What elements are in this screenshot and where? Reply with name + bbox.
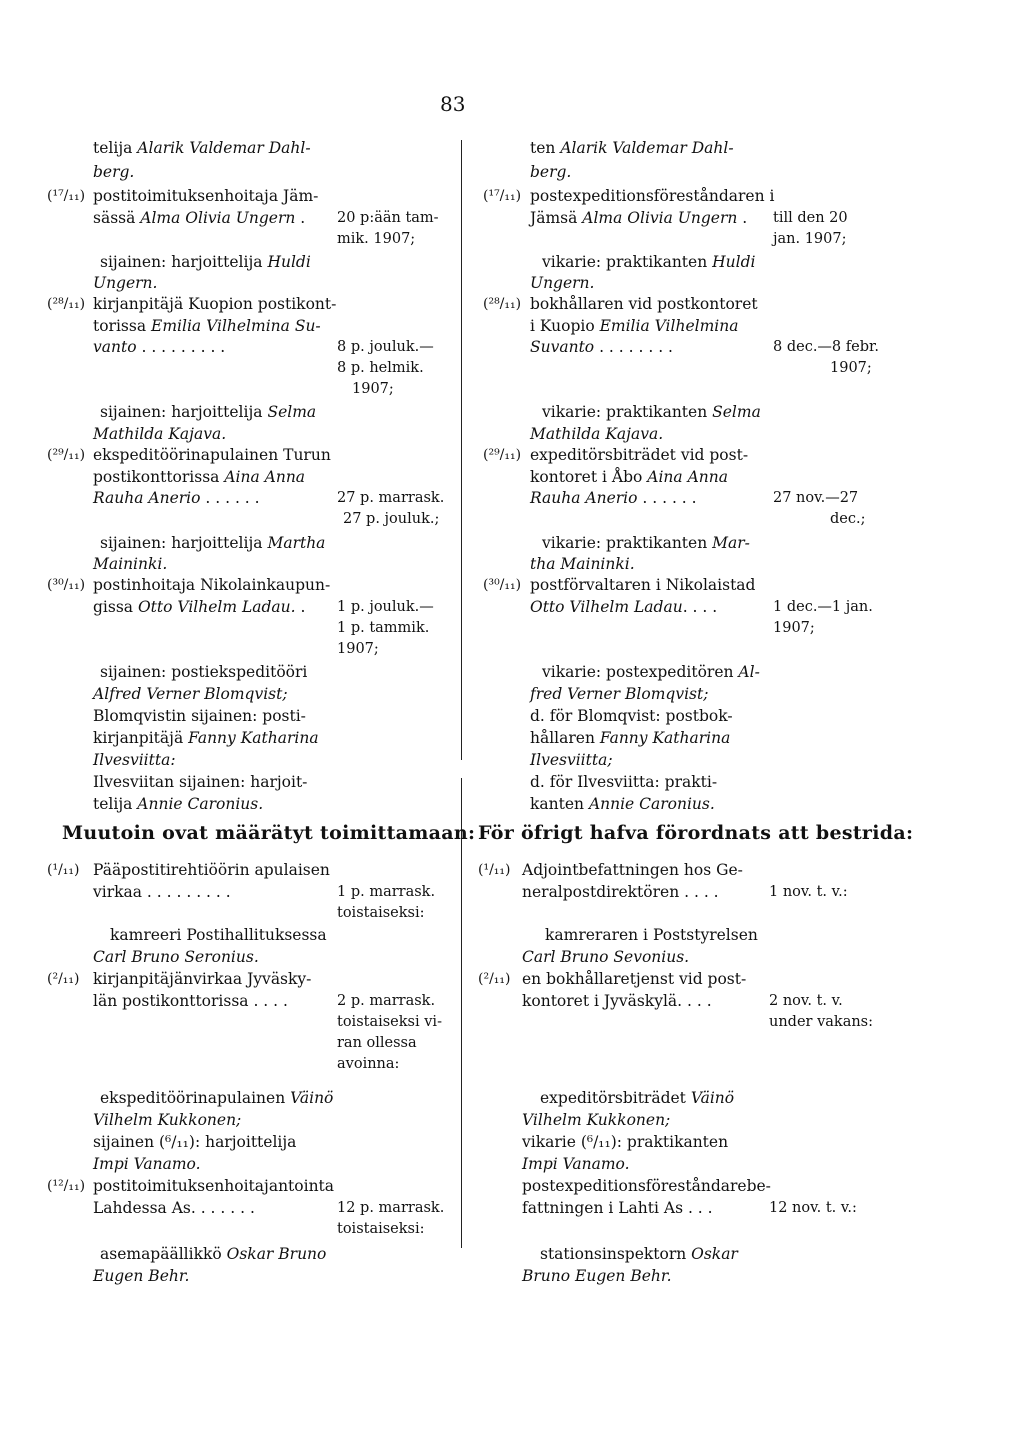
date-note: 8 p. jouluk.— (337, 339, 434, 355)
fi-text-line: Eugen Behr. (93, 1267, 190, 1285)
date-note: 2 nov. t. v. (769, 993, 843, 1009)
fi-text-line: Alfred Verner Blomqvist; (93, 685, 288, 703)
sv-text-line: fattningen i Lahti As . . . (522, 1199, 713, 1217)
date-note: 1 nov. t. v.: (769, 884, 848, 900)
date-note: toistaiseksi: (337, 905, 425, 921)
sv-text-line: ten Alarik Valdemar Dahl- (530, 139, 734, 157)
fi-text-line: sijainen: harjoittelija Martha (100, 534, 326, 552)
sv-text-line: neralpostdirektören . . . . (522, 883, 719, 901)
sv-text-line: Impi Vanamo. (522, 1155, 630, 1173)
entry-number: (¹/₁₁) (47, 862, 80, 878)
date-note: mik. 1907; (337, 231, 416, 247)
date-note: 1 dec.—1 jan. (773, 599, 873, 615)
fi-text-line: Lahdessa As. . . . . . . (93, 1199, 255, 1217)
fi-text-line: Mathilda Kajava. (93, 425, 227, 443)
date-note: avoinna: (337, 1056, 400, 1072)
entry-number: (³⁰/₁₁) (483, 577, 522, 593)
date-note: 1907; (773, 620, 815, 636)
fi-text-line: virkaa . . . . . . . . . (93, 883, 231, 901)
fi-text-line: Ilvesviitan sijainen: harjoit- (93, 773, 308, 791)
sv-text-line: Vilhelm Kukkonen; (522, 1111, 671, 1129)
fi-text-line: postitoimituksenhoitaja Jäm- (93, 187, 319, 205)
sv-text-line: stationsinspektorn Oskar (540, 1245, 738, 1263)
date-note: 1907; (337, 641, 379, 657)
sv-text-line: hållaren Fanny Katharina (530, 729, 731, 747)
date-note: 1 p. marrask. (337, 884, 436, 900)
sv-text-line: postförvaltaren i Nikolaistad (530, 576, 756, 594)
fi-text-line: postikonttorissa Aina Anna (93, 468, 306, 486)
entry-number: (²/₁₁) (478, 971, 511, 987)
entry-number: (²⁹/₁₁) (483, 447, 522, 463)
date-note: 12 p. marrask. (337, 1200, 445, 1216)
sv-text-line: tha Maininki. (530, 555, 635, 573)
sv-text-line: vikarie: postexpeditören Al- (542, 663, 760, 681)
sv-text-line: Carl Bruno Sevonius. (522, 948, 690, 966)
fi-text-line: postinhoitaja Nikolainkaupun- (93, 576, 331, 594)
fi-text-line: sijainen: postiekspeditööri (100, 663, 308, 681)
date-note: 1 p. jouluk.— (337, 599, 434, 615)
date-note: 27 p. jouluk.; (343, 511, 440, 527)
date-note: 1 p. tammik. (337, 620, 430, 636)
fi-text-line: Ilvesviitta: (93, 751, 176, 769)
sv-text-line: vikarie: praktikanten Huldi (542, 253, 756, 271)
fi-text-line: Pääpostitirehtiöörin apulaisen (93, 861, 330, 879)
date-note: 27 p. marrask. (337, 490, 445, 506)
sv-text-line: d. för Ilvesviitta: prakti- (530, 773, 718, 791)
date-note: under vakans: (769, 1014, 874, 1030)
fi-text-line: ekspeditöörinapulainen Väinö (100, 1089, 334, 1107)
entry-number: (²⁸/₁₁) (483, 296, 522, 312)
fi-text-line: län postikonttorissa . . . . (93, 992, 288, 1010)
finnish-section-heading: Muutoin ovat määrätyt toimittamaan: (62, 822, 476, 844)
swedish-section-heading: För öfrigt hafva förordnats att bestrida: (478, 822, 914, 844)
date-note: toistaiseksi vi- (337, 1014, 442, 1030)
date-note: 12 nov. t. v.: (769, 1200, 857, 1216)
column-divider-bottom (461, 778, 462, 1248)
fi-text-line: asemapäällikkö Oskar Bruno (100, 1245, 327, 1263)
fi-text-line: sijainen (⁶/₁₁): harjoittelija (93, 1133, 297, 1151)
fi-text-line: gissa Otto Vilhelm Ladau. . (93, 598, 306, 616)
sv-text-line: expeditörsbiträdet Väinö (540, 1089, 735, 1107)
sv-text-line: fred Verner Blomqvist; (530, 685, 709, 703)
sv-text-line: Otto Vilhelm Ladau. . . . (530, 598, 718, 616)
fi-text-line: Vilhelm Kukkonen; (93, 1111, 242, 1129)
entry-number: (²⁸/₁₁) (47, 296, 86, 312)
fi-text-line: berg. (93, 163, 135, 181)
fi-text-line: telija Alarik Valdemar Dahl- (93, 139, 311, 157)
sv-text-line: i Kuopio Emilia Vilhelmina (530, 317, 739, 335)
fi-text-line: Blomqvistin sijainen: posti- (93, 707, 306, 725)
entry-number: (¹/₁₁) (478, 862, 511, 878)
date-note: 2 p. marrask. (337, 993, 436, 1009)
date-note: 1907; (830, 360, 872, 376)
fi-text-line: Rauha Anerio . . . . . . (93, 489, 260, 507)
entry-number: (²/₁₁) (47, 971, 80, 987)
date-note: 8 p. helmik. (337, 360, 424, 376)
sv-text-line: d. för Blomqvist: postbok- (530, 707, 733, 725)
sv-text-line: vikarie (⁶/₁₁): praktikanten (522, 1133, 729, 1151)
sv-text-line: postexpeditionsföreståndarebe- (522, 1177, 771, 1195)
fi-text-line: postitoimituksenhoitajantointa (93, 1177, 335, 1195)
fi-text-line: Ungern. (93, 274, 158, 292)
fi-text-line: kirjanpitäjä Fanny Katharina (93, 729, 319, 747)
sv-text-line: Bruno Eugen Behr. (522, 1267, 672, 1285)
date-note: 8 dec.—8 febr. (773, 339, 879, 355)
fi-text-line: kirjanpitäjänvirkaa Jyväsky- (93, 970, 312, 988)
date-note: 20 p:ään tam- (337, 210, 439, 226)
entry-number: (¹⁷/₁₁) (483, 188, 522, 204)
fi-text-line: Maininki. (93, 555, 168, 573)
sv-text-line: vikarie: praktikanten Mar- (542, 534, 750, 552)
sv-text-line: bokhållaren vid postkontoret (530, 295, 758, 313)
date-note: ran ollessa (337, 1035, 417, 1051)
sv-text-line: postexpeditionsföreståndaren i (530, 187, 775, 205)
sv-text-line: Mathilda Kajava. (530, 425, 664, 443)
sv-text-line: Suvanto . . . . . . . . (530, 338, 673, 356)
sv-text-line: Adjointbefattningen hos Ge- (522, 861, 743, 879)
date-note: dec.; (830, 511, 866, 527)
fi-text-line: telija Annie Caronius. (93, 795, 264, 813)
date-note: 27 nov.—27 (773, 490, 859, 506)
date-note: till den 20 (773, 210, 848, 226)
entry-number: (¹⁷/₁₁) (47, 188, 86, 204)
fi-text-line: Carl Bruno Seronius. (93, 948, 259, 966)
sv-text-line: Jämsä Alma Olivia Ungern . (530, 209, 748, 227)
fi-text-line: sijainen: harjoittelija Huldi (100, 253, 311, 271)
page-number: 83 (440, 92, 466, 116)
fi-text-line: ekspeditöörinapulainen Turun (93, 446, 331, 464)
sv-text-line: vikarie: praktikanten Selma (542, 403, 761, 421)
sv-text-line: en bokhållaretjenst vid post- (522, 970, 747, 988)
entry-number: (¹²/₁₁) (47, 1178, 86, 1194)
fi-text-line: torissa Emilia Vilhelmina Su- (93, 317, 321, 335)
fi-text-line: kamreeri Postihallituksessa (110, 926, 327, 944)
column-divider-top (461, 140, 462, 760)
entry-number: (³⁰/₁₁) (47, 577, 86, 593)
date-note: jan. 1907; (773, 231, 847, 247)
sv-text-line: Ilvesviitta; (530, 751, 613, 769)
sv-text-line: berg. (530, 163, 572, 181)
fi-text-line: Impi Vanamo. (93, 1155, 201, 1173)
fi-text-line: kirjanpitäjä Kuopion postikont- (93, 295, 337, 313)
sv-text-line: Rauha Anerio . . . . . . (530, 489, 697, 507)
sv-text-line: kanten Annie Caronius. (530, 795, 715, 813)
date-note: 1907; (352, 381, 394, 397)
sv-text-line: kontoret i Jyväskylä. . . . (522, 992, 712, 1010)
sv-text-line: expeditörsbiträdet vid post- (530, 446, 749, 464)
fi-text-line: vanto . . . . . . . . . (93, 338, 226, 356)
sv-text-line: kontoret i Åbo Aina Anna (530, 468, 728, 486)
fi-text-line: sijainen: harjoittelija Selma (100, 403, 317, 421)
fi-text-line: sässä Alma Olivia Ungern . (93, 209, 306, 227)
sv-text-line: Ungern. (530, 274, 595, 292)
sv-text-line: kamreraren i Poststyrelsen (545, 926, 758, 944)
date-note: toistaiseksi: (337, 1221, 425, 1237)
entry-number: (²⁹/₁₁) (47, 447, 86, 463)
